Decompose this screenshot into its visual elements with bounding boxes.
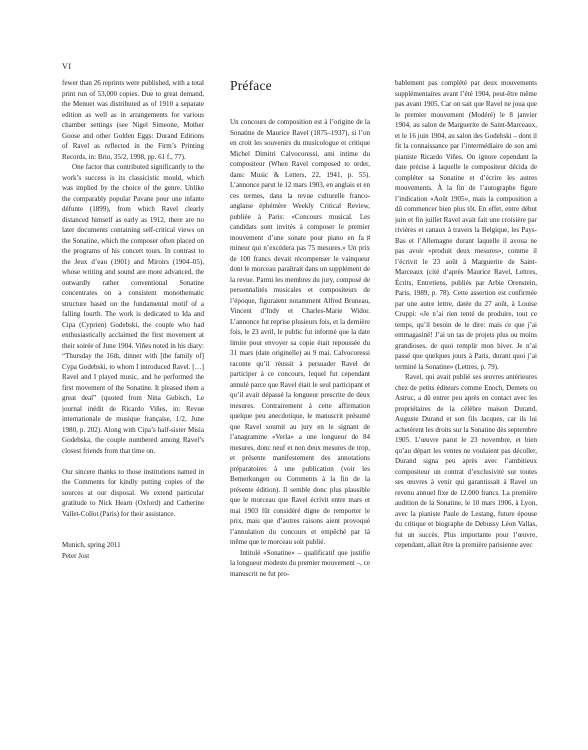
signoff <box>62 540 204 561</box>
signoff-name: Peter Jost <box>62 551 90 560</box>
paragraph: fewer than 26 reprints were published, with a total print run of 53,000 copies. Due to great demand, the Menuet was distributed as of 1910 a separate edition as well as in arrangements for various chamber settings (see Nigel Simeone, Mother Goose and other Golden Eggs: Durand Editions of Ravel as reflected in the Firm’s Printing Records, in: Brio, 35/2, 1998, pp. 61 f., 77). <box>62 79 204 161</box>
column-english-preface <box>62 78 204 718</box>
paragraph: bablement pas complété par deux mouvements supplémentaires avant l’été 1904, peut-être même pas avant 1905. Car on sait que Ravel ne joua que le premier mouvement (Modéré) le 8 janvier 1904, au salon de Marguerite de Saint-Marceaux, et le 16 juin 1904, au salon des Godebski – dont il fit la connaissance par l’intermédiaire de son ami pianiste Ricardo Viñes. On ignore cependant la date précise à laquelle le compositeur décida de compléter sa Sonatine et d’écrire les autres mouvements. À la fin de l’autographe figure l’indication «Août 1905», mais la composition a dû commencer bien plus tôt. En effet, entre début juin et fin juillet Ravel avait fait une croisière par rivières et canaux à travers la Belgique, les Pays-Bas et l’Allemagne durant laquelle il avoua ne pas avoir «produit deux mesures», comme il l’écrivit le 23 août à Marguerite de Saint-Marceaux (cité d’après Maurice Ravel, Lettres, Écrits, Entretiens, publiés par Arbie Orenstein, Paris, 1989, p. 78). Cette assertion est confirmée par une autre lettre, datée du 27 août, à Louise Cruppi: «Je n’ai rien tenté de produire, tout ce temps, qu’il besoin de le dire: mais ce que j’ai emmagasiné! J’ai un tas de projets plus ou moins grandioses, de quoi remplir mon hiver. Je n’ai passé que quelques jours à Paris, durant quoi j’ai terminé la Sonatine» (Lettres, p. 79). <box>395 79 537 371</box>
section-heading: Préface <box>230 78 272 93</box>
column-french-preface-start <box>230 78 370 718</box>
paragraph: One factor that contributed significantly to the work’s success is its classicistic mould, which was implied by the choice of the genre. Unlike the comparably popular Pavane pour une infante défunte (1899), from which Ravel clearly distanced himself as early as 1912, there are no later documents containing self-critical views on the Sonatine, which the composer often placed on the programs of his concert tours. In contrast to the Jeux d’eau (1901) and Miroirs (1904–05), whose writing and sound are more advanced, the outwardly rather conventional Sonatine concentrates on a consistent monothematic structure based on the fundamental motif of a falling fourth. The work is dedicated to Ida and Cipa (Cyprien) Godebski, the couple who had enthusiastically acclaimed the first movement at their soirée of June 1904. Viñes noted in his diary: “Thursday the 16th, dinner with [the family of] Cypa Godebski, to whom I introduced Ravel. […] Ravel and I played music, and he performed the first movement of the Sonatine. It pleased them a great deal” (quoted from Nina Gubisch, Le journal inédit de Ricardo Viñes, in: Revue internationale de musique française, 1/2, June 1980, p. 202). Along with Cipa’s half-sister Misia Godebska, the couple numbered among Ravel’s closest friends from that time on. <box>62 163 204 455</box>
paragraph: Ravel, qui avait publié ses œuvres antérieures chez de petits éditeurs comme Enoch, Demets ou Astruc, a dû entrer peu après en contact avec les propriétaires de la célèbre maison Durand, Auguste Durand et son fils Jacques, car ils lui achetèrent les droits sur la Sonatine dès septembre 1905. L’œuvre parut le 23 novembre, et bien qu’au départ les ventes ne voulaient pas décoller, Durand signa peu après avec l’ambitieux compositeur un contrat d’exclusivité sur toutes ses œuvres à venir qui garantissait à Ravel un revenu annuel fixe de 12.000 francs. La première audition de la Sonatine, le 10 mars 1906, à Lyon, avec la pianiste Paule de Lestang, future épouse du critique et biographe de Debussy Léon Vallas, fut un succès. Plus importante pour l’œuvre, cependant, allait être la première parisienne avec <box>395 373 537 549</box>
column-french-preface-continued <box>395 78 537 718</box>
paragraph: Un concours de composition est à l’origine de la Sonatine de Maurice Ravel (1875–1937), si l’on en croit les souvenirs du musicologue et critique Michel Dimitri Calvocoressi, ami intime du compositeur (When Ravel composed to order, dans: Music & Letters, 22, 1941, p. 55). L’annonce parut le 12 mars 1903, en anglais et en ces termes, dans la revue culturelle franco-anglaise éphémère Weekly Critical Review, publiée à Paris: «Concours musical. Les candidats sont invités à composer le premier mouvement d’une sonate pour piano en fa♯ mineur qui n’excédera pas 75 mesures.» Un prix de 100 francs devait récompenser le vainqueur dont le morceau paraîtrait dans un supplément de la revue. Parmi les membres du jury, composé de personnalités musicales et compositeurs de l’époque, figuraient notamment Alfred Bruneau, Vincent d’Indy et Charles-Marie Widor. L’annonce fut reprise plusieurs fois, et la dernière fois, le 23 avril, le public fut informé que la date limite pour envoyer sa copie était repoussée du 31 mars (date originelle) au 9 mai. Calvocoressi raconte qu’il réussit à persuader Ravel de participer à ce concours, lequel fut cependant annulé parce que Ravel était le seul participant et qu’il avait dépassé la longueur prescrite de deux mesures. Contrairement à cette affirmation quelque peu anecdotique, le manuscrit présumé que Ravel soumit au jury en le signant de l’anagramme «Verla» a une longueur de 84 mesures, donc neuf et non deux mesures de trop, et présente manifestement des annotations préparatoires à une publication (voir les Bemerkungen ou Comments à la fin de la présente édition). Il semble donc plus plausible que le morceau que Ravel écrivit entre mars et mai 1903 fût considéré digne de remporter le prix, mais que d’autres raisons aient provoqué l’annulation du concours et empêché par là même que le morceau soit publié. <box>230 118 370 546</box>
page-number: VI <box>62 62 72 71</box>
acknowledgement-paragraph: Our sincere thanks to those institutions named in the Comments for kindly putting copies of the sources at our disposal. We extend particular gratitude to Nick Hearn (Oxford) and Catherine Vallet-Collot (Paris) for their assistance. <box>62 467 204 518</box>
signoff-place-date: Munich, spring 2011 <box>62 541 121 549</box>
paragraph: Intitulé «Sonatine» – qualificatif que justifie la longueur modeste du premier mouvement –, ce manuscrit ne fut pro- <box>230 548 370 578</box>
